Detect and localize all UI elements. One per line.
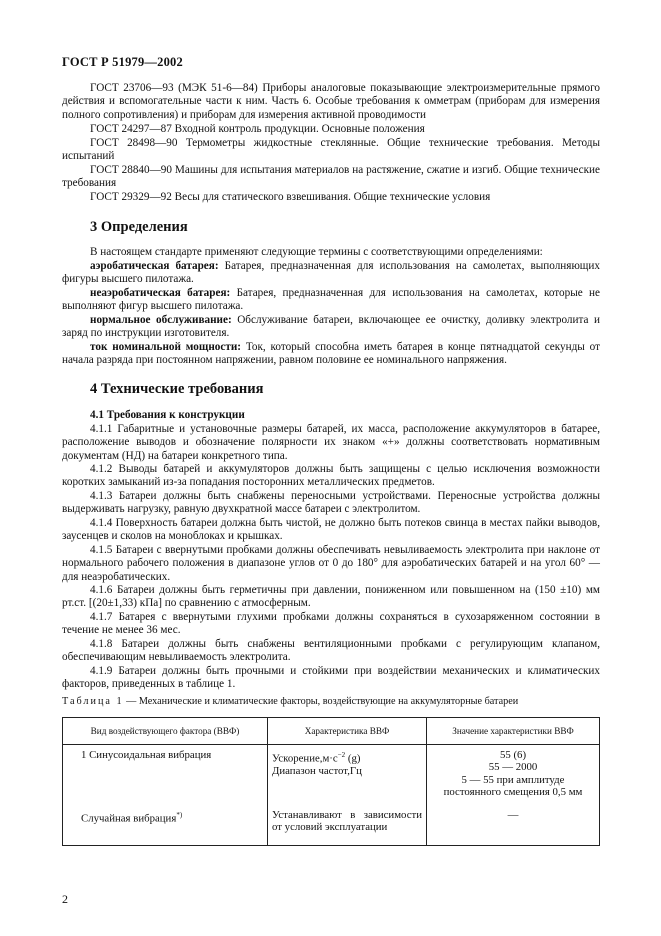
section-3-heading: 3 Определения xyxy=(90,219,188,235)
definition-normal-service xyxy=(62,314,600,341)
subsection-4-1-heading: 4.1 Требования к конструкции xyxy=(90,409,245,421)
table-1-caption xyxy=(62,696,518,707)
characteristic-acceleration-unit: (g) xyxy=(347,752,361,765)
term-definition: Батарея, предназначенная для использования на самолетах, выполняющих фигуры высшего пилотажа. xyxy=(62,260,600,286)
table-header-cell: Вид воздействующего фактора (ВВФ) xyxy=(63,718,268,745)
table-row xyxy=(63,745,600,801)
table-row xyxy=(63,801,600,846)
table-header-row xyxy=(63,718,600,745)
value-frequency: 55 — 2000 xyxy=(488,761,538,774)
term-definition: Батарея, предназначенная для использования на самолетах, которые не выполняют фигур высшего пилотажа. xyxy=(62,287,600,313)
clause-4-1-4: 4.1.4 Поверхность батареи должна быть чистой, не должно быть потеков свинца в местах пайки выводов, заусенцев и сколов на моноблоках и крышках. xyxy=(62,517,600,543)
table-header-cell: Значение характеристики ВВФ xyxy=(427,718,600,745)
clause-4-1-1: 4.1.1 Габаритные и установочные размеры батарей, их масса, расположение аккумуляторов в батарее, расположение выводов и обозначение полярности их знаком «+» должны соответствовать нормативным документам (НД) на батареи конкретного типа. xyxy=(62,423,600,462)
section-3-intro: В настоящем стандарте применяют следующие термины с соответствующими определениями: xyxy=(90,246,543,258)
term-label: ток номинальной мощности: xyxy=(90,341,241,353)
clause-4-1-3: 4.1.3 Батареи должны быть снабжены переносными устройствами. Переносные устройства должны выдерживать нагрузку, равную двухкратной массе батареи с электролитом. xyxy=(62,490,600,516)
definition-rated-current xyxy=(62,341,600,368)
page-number: 2 xyxy=(62,892,68,906)
footnote-mark: *) xyxy=(176,810,183,819)
table-cell-factor xyxy=(63,801,268,846)
clause-4-1-2: 4.1.2 Выводы батарей и аккумуляторов должны быть защищены с целью исключения возможности коротких замыканий из-за попадания посторонних металлических предметов. xyxy=(62,463,600,489)
definition-aerobatic xyxy=(62,260,600,287)
table-cell-factor: 1 Синусоидальная вибрация xyxy=(63,745,268,801)
definition-nonaerobatic xyxy=(62,287,600,314)
clause-4-1-7: 4.1.7 Батарея с ввернутыми глухими пробками должны сохраняться в сухозаряженном состоянии в течение не менее 36 мес. xyxy=(62,611,600,637)
term-definition: Обслуживание батареи, включающее ее очистку, доливку электролита и заряд по инструкции изготовителя. xyxy=(62,314,600,340)
factor-label: Случайная вибрация xyxy=(81,812,177,825)
page-header: ГОСТ Р 51979—2002 xyxy=(62,55,183,69)
clause-4-1-6: 4.1.6 Батареи должны быть герметичны при давлении, пониженном или повышенном на (150 ±10) мм рт.ст. [(20±1,33) кПа] по сравнению с атмосферным. xyxy=(62,584,600,610)
clause-4-1-5: 4.1.5 Батареи с ввернутыми пробками должны обеспечивать невыливаемость электролита при наклоне от нормального рабочего положения в диапазоне углов от 0 до 180° для аэробатических батарей и на угол 60° — для неаэробатических. xyxy=(62,544,600,583)
characteristic-frequency: Диапазон частот,Гц xyxy=(272,765,362,777)
unit-exponent: −2 xyxy=(337,751,346,759)
value-displacement: постоянного смещения 0,5 мм xyxy=(443,786,583,799)
term-label: аэробатическая батарея: xyxy=(90,260,219,272)
term-definition: Ток, который способна иметь батарея в конце пятнадцатой секунды от начала разряда при постоянном напряжении, равном половине ее номинального напряжения. xyxy=(62,341,601,367)
table-cell-value xyxy=(427,745,600,801)
value-acceleration: 55 (6) xyxy=(499,749,527,761)
characteristic-acceleration-label: Ускорение,м·с xyxy=(272,752,338,765)
table-cell-characteristic xyxy=(268,745,427,801)
term-label: неаэробатическая батарея: xyxy=(90,287,231,299)
table-cell-characteristic: Устанавливают в зависимости от условий эксплуатации xyxy=(268,801,427,846)
reference-gost-28840: ГОСТ 28840—90 Машины для испытания материалов на растяжение, сжатие и изгиб. Общие технические требования xyxy=(62,164,600,190)
table-caption-label: Таблица 1 xyxy=(62,696,124,707)
term-label: нормальное обслуживание: xyxy=(90,314,232,326)
clause-4-1-8: 4.1.8 Батареи должны быть снабжены вентиляционными пробками с регулирующим клапаном, обеспечивающим невыливаемость электролита. xyxy=(62,638,600,664)
table-caption-text: — Механические и климатические факторы, воздействующие на аккумуляторные батареи xyxy=(123,696,519,707)
table-cell-value: — xyxy=(427,801,600,846)
table-1 xyxy=(62,717,600,846)
reference-gost-29329: ГОСТ 29329—92 Весы для статического взвешивания. Общие технические условия xyxy=(90,191,491,203)
reference-gost-24297: ГОСТ 24297—87 Входной контроль продукции. Основные положения xyxy=(90,123,425,135)
value-frequency-low: 5 — 55 при амплитуде xyxy=(461,773,565,786)
table-header-cell: Характеристика ВВФ xyxy=(268,718,427,745)
reference-gost-28498: ГОСТ 28498—90 Термометры жидкостные стеклянные. Общие технические требования. Методы испытаний xyxy=(62,137,600,163)
clause-4-1-9: 4.1.9 Батареи должны быть прочными и стойкими при воздействии механических и климатических факторов, приведенных в таблице 1. xyxy=(62,665,600,691)
reference-gost-23706: ГОСТ 23706—93 (МЭК 51-6—84) Приборы аналоговые показывающие электроизмерительные прямого действия и вспомогательные части к ним. Часть 6. Особые требования к омметрам (приборам для измерения полного сопротивления) и приборам для измерения активной проводимости xyxy=(62,82,600,121)
section-4-heading: 4 Технические требования xyxy=(90,381,264,397)
characteristic-acceleration xyxy=(272,749,422,765)
